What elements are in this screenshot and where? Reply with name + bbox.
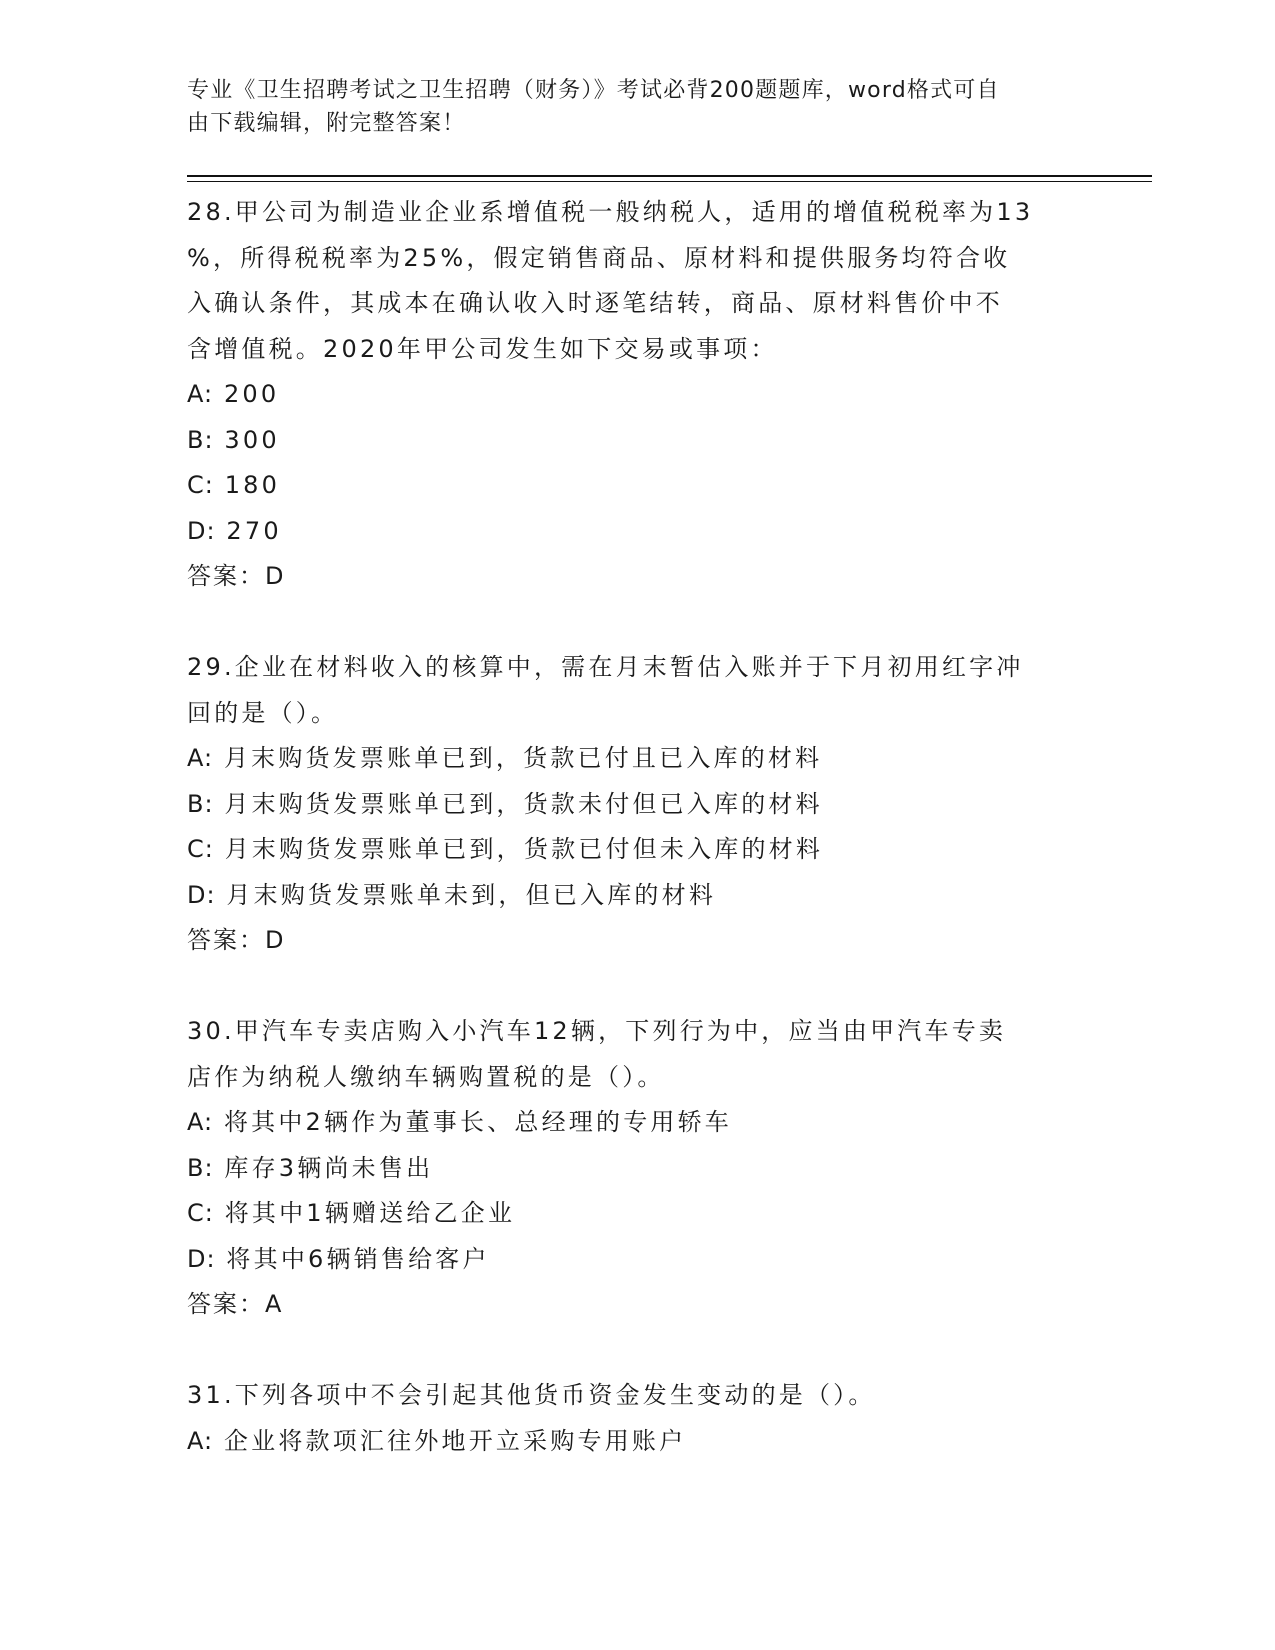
option-text: 月末购货发票账单已到，货款已付但未入库的材料	[224, 835, 824, 863]
question-text-line: 入确认条件，其成本在确认收入时逐笔结转，商品、原材料售价中不	[187, 289, 1003, 317]
option-c	[187, 463, 1087, 509]
question-text-line: 28.甲公司为制造业企业系增值税一般纳税人，适用的增值税税率为13	[187, 198, 1034, 226]
answer: 答案：D	[187, 562, 286, 590]
option-letter: B:	[187, 1153, 214, 1182]
option-text: 企业将款项汇往外地开立采购专用账户	[223, 1426, 687, 1455]
header-line-2: 由下载编辑，附完整答案！	[187, 111, 466, 136]
document-header	[187, 74, 1067, 140]
question-31	[187, 1373, 1087, 1464]
option-text: 300	[224, 425, 280, 454]
option-text: 270	[226, 516, 282, 545]
option-text: 200	[223, 380, 280, 408]
option-c	[187, 1191, 1087, 1237]
option-letter: A:	[187, 744, 214, 772]
option-text: 180	[224, 471, 281, 499]
question-text-line: 含增值税。2020年甲公司发生如下交易或事项：	[187, 334, 778, 363]
option-d	[187, 873, 1087, 919]
option-a	[187, 1100, 1087, 1146]
option-letter: C:	[187, 835, 214, 863]
option-a	[187, 736, 1087, 782]
answer: 答案：A	[187, 1290, 284, 1318]
spacer	[187, 1328, 1087, 1374]
question-text-line: %，所得税税率为25%，假定销售商品、原材料和提供服务均符合收	[187, 243, 1011, 272]
option-c	[187, 827, 1087, 873]
question-text-line: 31.下列各项中不会引起其他货币资金发生变动的是（）。	[187, 1381, 876, 1409]
question-30	[187, 1009, 1087, 1328]
header-divider-thick	[187, 175, 1152, 177]
option-text: 将其中2辆作为董事长、总经理的专用轿车	[223, 1108, 733, 1136]
option-letter: C:	[187, 471, 214, 499]
option-b	[187, 418, 1087, 464]
option-text: 将其中6辆销售给客户	[226, 1244, 490, 1273]
question-text-line: 回的是（）。	[187, 698, 339, 727]
option-text: 将其中1辆赠送给乙企业	[224, 1199, 516, 1227]
option-letter: A:	[187, 1426, 214, 1455]
option-d	[187, 1237, 1087, 1283]
option-b	[187, 1146, 1087, 1192]
question-text-line: 店作为纳税人缴纳车辆购置税的是（）。	[187, 1062, 665, 1091]
option-letter: D:	[187, 516, 216, 545]
option-text: 月末购货发票账单未到，但已入库的材料	[226, 880, 717, 909]
question-text-line: 30.甲汽车专卖店购入小汽车12辆，下列行为中，应当由甲汽车专卖	[187, 1017, 1007, 1045]
option-a	[187, 372, 1087, 418]
option-letter: C:	[187, 1199, 214, 1227]
option-letter: A:	[187, 380, 214, 408]
question-text-line: 29.企业在材料收入的核算中，需在月末暂估入账并于下月初用红字冲	[187, 653, 1024, 681]
answer: 答案：D	[187, 926, 286, 954]
option-letter: D:	[187, 880, 216, 909]
option-letter: B:	[187, 425, 214, 454]
option-letter: B:	[187, 789, 214, 818]
option-text: 月末购货发票账单已到，货款已付且已入库的材料	[223, 744, 823, 772]
option-d	[187, 509, 1087, 555]
option-letter: A:	[187, 1108, 214, 1136]
question-29	[187, 645, 1087, 964]
option-text: 月末购货发票账单已到，货款未付但已入库的材料	[224, 789, 823, 818]
spacer	[187, 964, 1087, 1010]
question-28	[187, 190, 1087, 600]
option-text: 库存3辆尚未售出	[224, 1153, 434, 1182]
header-divider-thin	[187, 181, 1152, 182]
option-b	[187, 782, 1087, 828]
spacer	[187, 600, 1087, 646]
option-letter: D:	[187, 1244, 216, 1273]
question-list	[187, 190, 1087, 1464]
header-line-1: 专业《卫生招聘考试之卫生招聘（财务）》考试必背200题题库，word格式可自	[187, 78, 1000, 103]
option-a	[187, 1419, 1087, 1465]
